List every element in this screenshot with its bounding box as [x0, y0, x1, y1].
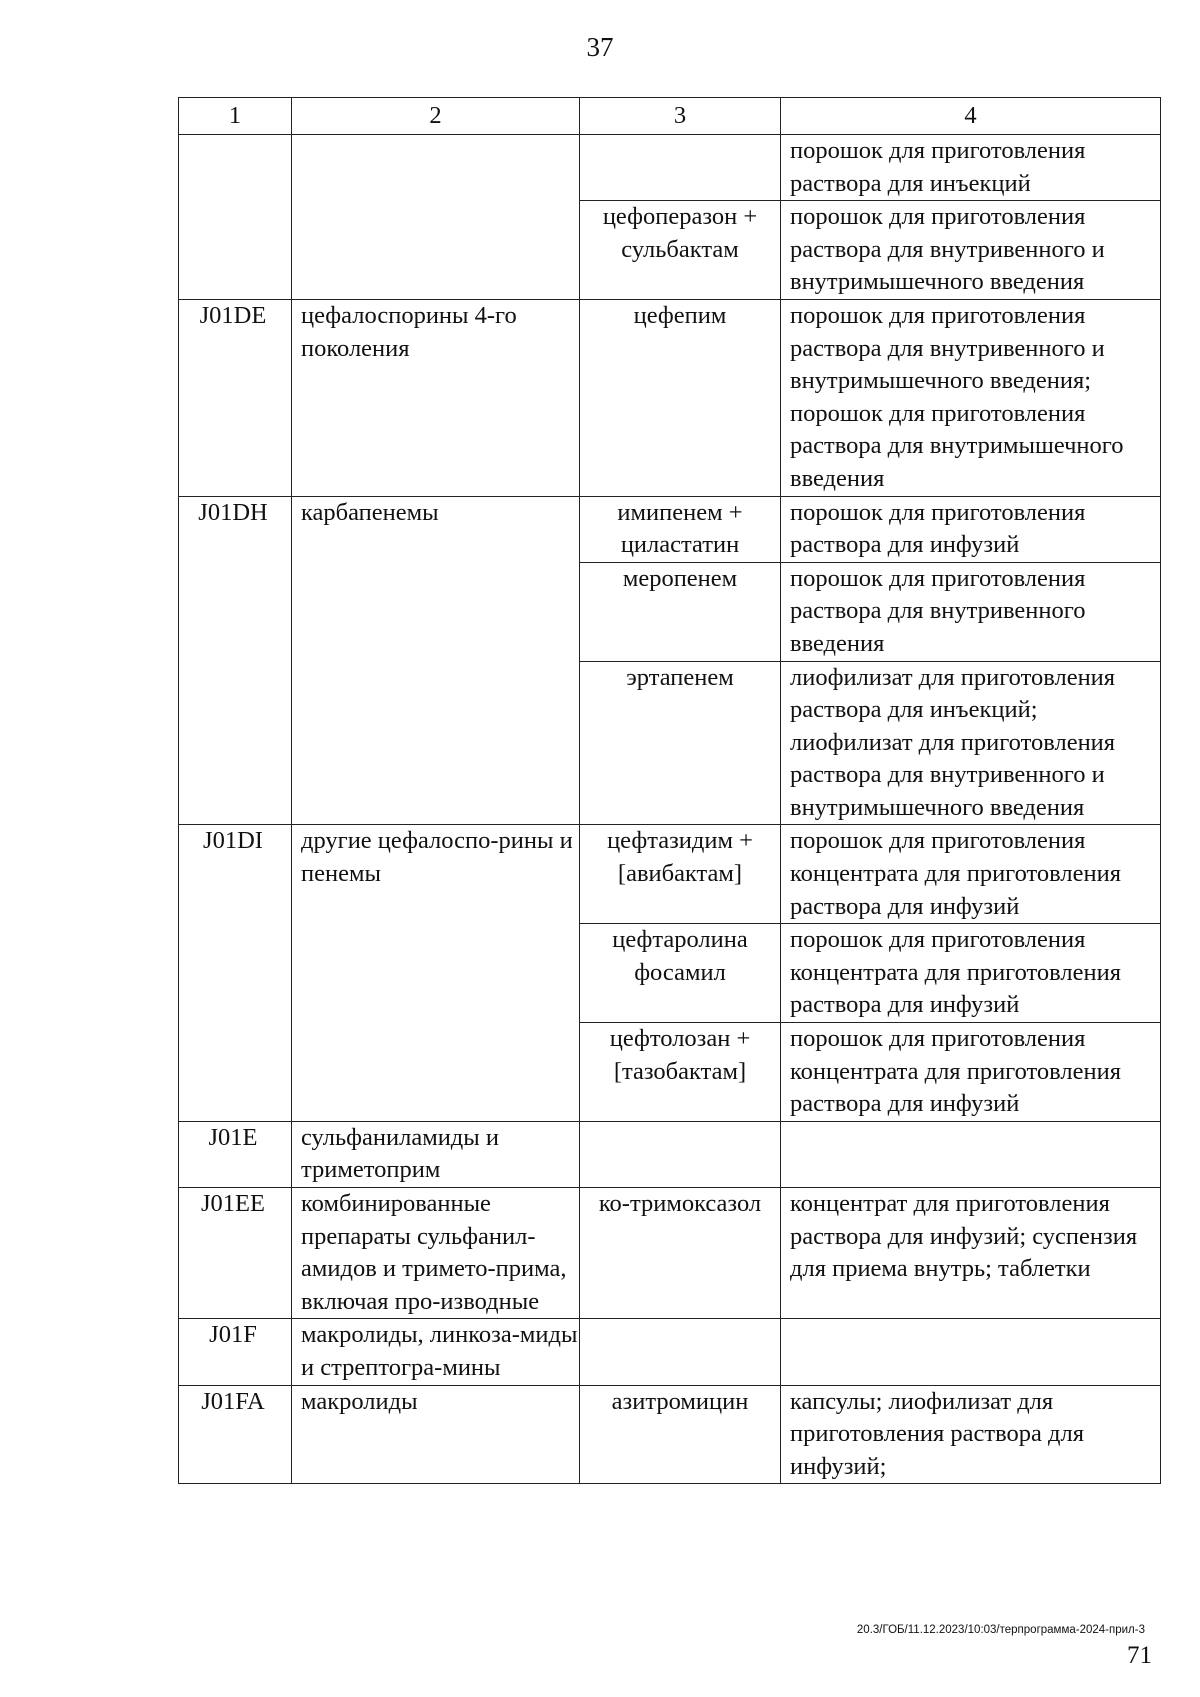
dosage-form-cell: капсулы; лиофилизат для приготовления раствора для инфузий;: [781, 1385, 1161, 1484]
atc-code-cell: J01DH: [179, 496, 292, 825]
drug-name-cell: [580, 135, 781, 201]
drug-name-cell: цефтаролина фосамил: [580, 924, 781, 1023]
table-row: [179, 1385, 1161, 1484]
drug-name-cell: цефтазидим + [авибактам]: [580, 825, 781, 924]
drug-name-cell: меропенем: [580, 562, 781, 661]
drug-name-cell: цефепим: [580, 299, 781, 496]
header-col-2: 2: [292, 98, 580, 135]
dosage-form-cell: порошок для приготовления раствора для инфузий: [781, 496, 1161, 562]
group-name-cell: макролиды, линкоза-миды и стрептогра-мины: [292, 1319, 580, 1385]
group-name-cell: другие цефалоспо-рины и пенемы: [292, 825, 580, 1121]
dosage-form-cell: порошок для приготовления раствора для внутривенного и внутримышечного введения: [781, 201, 1161, 300]
drug-name-cell: [580, 1319, 781, 1385]
table-row: [179, 496, 1161, 562]
table-row: [179, 825, 1161, 924]
group-name-cell: [292, 135, 580, 300]
atc-code-cell: J01FA: [179, 1385, 292, 1484]
dosage-form-cell: порошок для приготовления концентрата для приготовления раствора для инфузий: [781, 924, 1161, 1023]
atc-code-cell: J01DI: [179, 825, 292, 1121]
atc-code-cell: J01F: [179, 1319, 292, 1385]
group-name-cell: сульфаниламиды и триметоприм: [292, 1121, 580, 1187]
drug-name-cell: цефоперазон + сульбактам: [580, 201, 781, 300]
atc-code-cell: J01EE: [179, 1188, 292, 1319]
drug-name-cell: [580, 1121, 781, 1187]
dosage-form-cell: порошок для приготовления раствора для внутривенного и внутримышечного введения; порошок для приготовления раствора для внутримышечного введения: [781, 299, 1161, 496]
table-row: [179, 299, 1161, 496]
drug-name-cell: азитромицин: [580, 1385, 781, 1484]
group-name-cell: карбапенемы: [292, 496, 580, 825]
header-col-1: 1: [179, 98, 292, 135]
page-number: 37: [586, 32, 614, 62]
atc-code-cell: J01DE: [179, 299, 292, 496]
drug-table: [178, 97, 1161, 1484]
dosage-form-cell: порошок для приготовления концентрата для приготовления раствора для инфузий: [781, 1023, 1161, 1122]
group-name-cell: цефалоспорины 4-го поколения: [292, 299, 580, 496]
table-row: [179, 1188, 1161, 1319]
dosage-form-cell: [781, 1121, 1161, 1187]
drug-name-cell: ко-тримоксазол: [580, 1188, 781, 1319]
document-code: 20.3/ГОБ/11.12.2023/10:03/терпрограмма-2024-прил-3: [856, 1624, 1145, 1636]
dosage-form-cell: порошок для приготовления раствора для внутривенного введения: [781, 562, 1161, 661]
header-col-4: 4: [781, 98, 1161, 135]
footer-page-number: 71: [1127, 1642, 1152, 1669]
atc-code-cell: J01E: [179, 1121, 292, 1187]
drug-name-cell: цефтолозан + [тазобактам]: [580, 1023, 781, 1122]
header-col-3: 3: [580, 98, 781, 135]
table-row: [179, 1319, 1161, 1385]
dosage-form-cell: лиофилизат для приготовления раствора для инъекций; лиофилизат для приготовления раствора для внутривенного и внутримышечного введения: [781, 661, 1161, 825]
dosage-form-cell: [781, 1319, 1161, 1385]
header-row: [179, 98, 1161, 135]
dosage-form-cell: порошок для приготовления раствора для инъекций: [781, 135, 1161, 201]
group-name-cell: комбинированные препараты сульфанил-амидов и тримето-прима, включая про-изводные: [292, 1188, 580, 1319]
table-row: [179, 1121, 1161, 1187]
atc-code-cell: [179, 135, 292, 300]
dosage-form-cell: порошок для приготовления концентрата для приготовления раствора для инфузий: [781, 825, 1161, 924]
drug-name-cell: имипенем + циластатин: [580, 496, 781, 562]
drug-name-cell: эртапенем: [580, 661, 781, 825]
table-row: [179, 135, 1161, 201]
group-name-cell: макролиды: [292, 1385, 580, 1484]
dosage-form-cell: концентрат для приготовления раствора для инфузий; суспензия для приема внутрь; таблетки: [781, 1188, 1161, 1319]
